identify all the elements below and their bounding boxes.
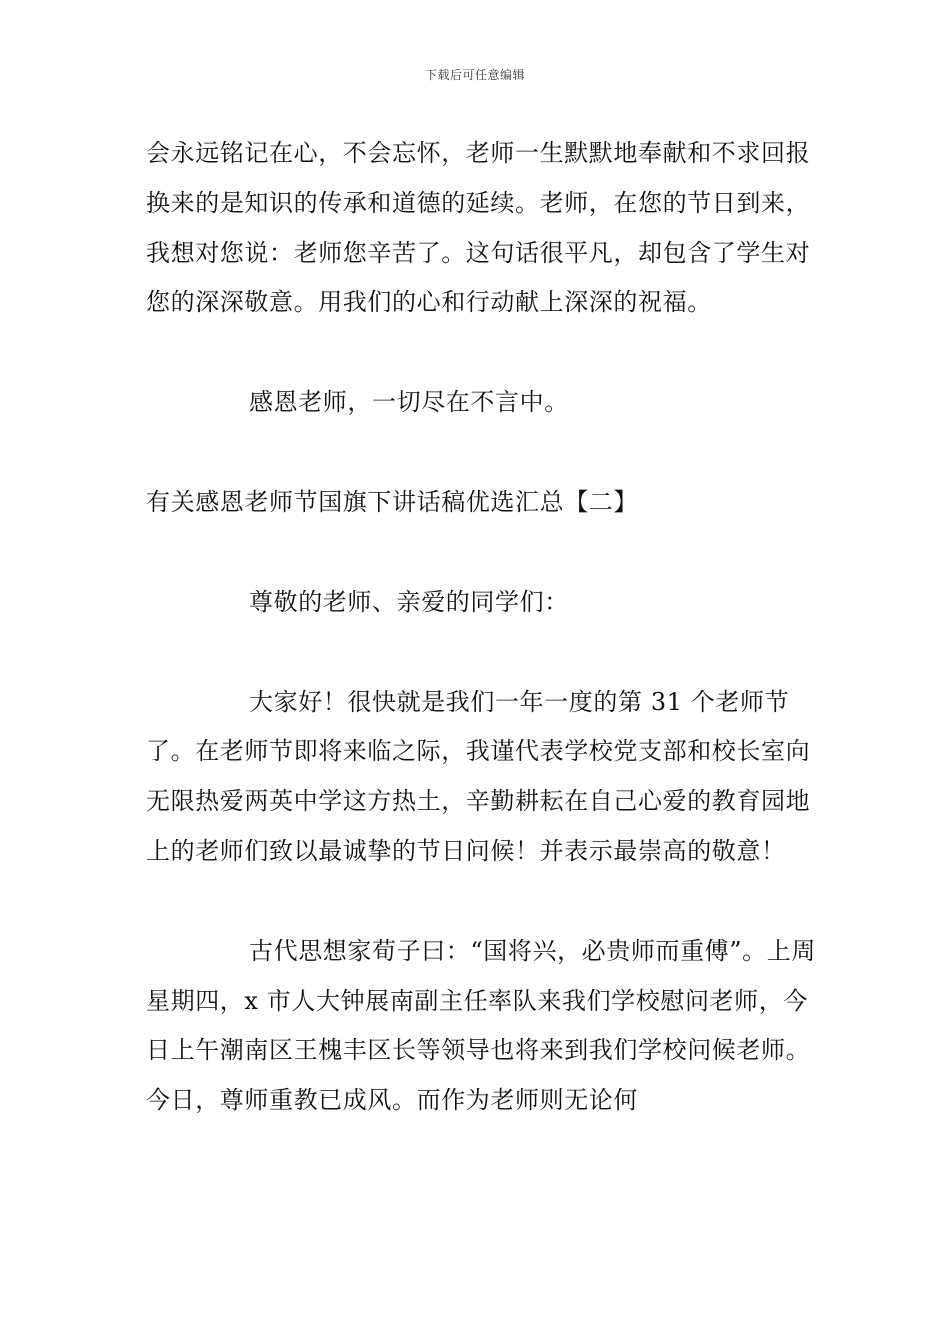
section-heading: 有关感恩老师节国旗下讲话稿优选汇总【二】 <box>146 487 638 516</box>
salutation: 尊敬的老师、亲爱的同学们： <box>249 587 569 616</box>
paragraph-greeting: 大家好！很快就是我们一年一度的第 31 个老师节了。在老师节即将来临之际，我谨代表学校党支部和校长室向无限热爱两英中学这方热土，辛勤耕耘在自己心爱的教育园地上的老师们致以最诚挚的节日问候！并表示最崇高的敬意！ <box>146 687 811 865</box>
document-body <box>146 129 826 1126</box>
page-header-note: 下载后可任意编辑 <box>424 68 525 82</box>
paragraph-quote: 古代思想家荀子曰：“国将兴，必贵师而重傅”。上周星期四，x 市人大钟展南副主任率队来我们学校慰问老师，今日上午潮南区王槐丰区长等领导也将来到我们学校问候老师。今日，尊师重教已成风。而作为老师则无论何 <box>146 936 816 1115</box>
paragraph-closing-line: 感恩老师，一切尽在不言中。 <box>249 388 569 417</box>
paragraph-continued: 会永远铭记在心，不会忘怀，老师一生默默地奉献和不求回报换来的是知识的传承和道德的延续。老师，在您的节日到来，我想对您说：老师您辛苦了。这句话很平凡，却包含了学生对您的深深敬意。用我们的心和行动献上深深的祝福。 <box>146 139 811 317</box>
